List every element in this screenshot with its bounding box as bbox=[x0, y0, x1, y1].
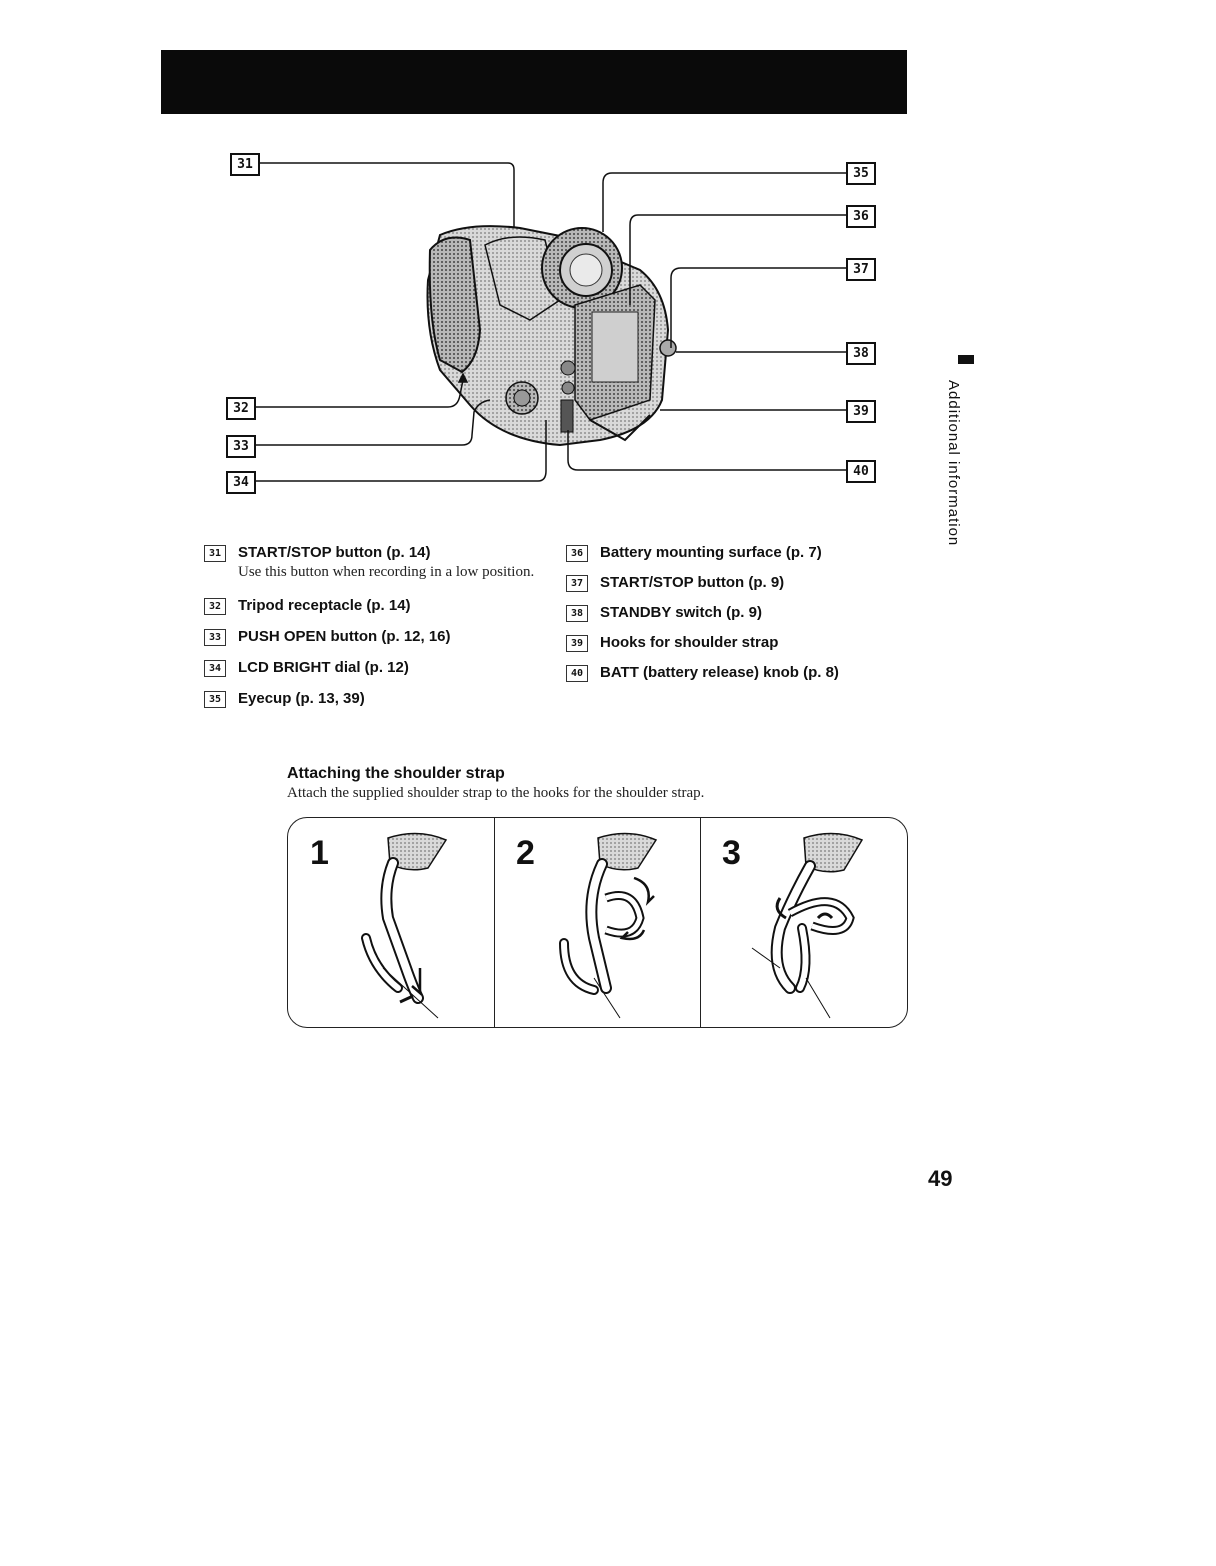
callout-40: 40 bbox=[846, 460, 876, 483]
attach-heading: Attaching the shoulder strap bbox=[287, 765, 505, 782]
callout-37: 37 bbox=[846, 258, 876, 281]
part-number: 36 bbox=[566, 545, 588, 562]
part-label: LCD BRIGHT dial (p. 12) bbox=[238, 659, 409, 676]
part-label: START/STOP button (p. 14) bbox=[238, 544, 431, 561]
part-description: Use this button when recording in a low position. bbox=[238, 564, 535, 580]
part-label: START/STOP button (p. 9) bbox=[600, 574, 785, 591]
part-label: Eyecup (p. 13, 39) bbox=[238, 690, 365, 707]
camcorder-illustration bbox=[428, 226, 677, 445]
part-item bbox=[566, 604, 906, 621]
callout-35: 35 bbox=[846, 162, 876, 185]
step-panel-3 bbox=[700, 818, 908, 1027]
callout-33: 33 bbox=[226, 435, 256, 458]
camcorder-diagram bbox=[0, 0, 1216, 520]
step-number: 3 bbox=[722, 834, 741, 872]
callout-31: 31 bbox=[230, 153, 260, 176]
part-number: 38 bbox=[566, 605, 588, 622]
part-item bbox=[204, 597, 544, 614]
part-item bbox=[566, 634, 906, 651]
part-number: 32 bbox=[204, 598, 226, 615]
callout-36: 36 bbox=[846, 205, 876, 228]
part-item bbox=[204, 628, 544, 645]
part-item bbox=[204, 659, 544, 676]
step-panel-2 bbox=[494, 818, 701, 1027]
page-number: 49 bbox=[928, 1166, 953, 1191]
part-number: 37 bbox=[566, 575, 588, 592]
parts-list-right bbox=[566, 544, 906, 693]
section-marker bbox=[958, 355, 974, 364]
part-item bbox=[204, 544, 544, 581]
callout-38: 38 bbox=[846, 342, 876, 365]
part-label: Battery mounting surface (p. 7) bbox=[600, 544, 822, 561]
callout-39: 39 bbox=[846, 400, 876, 423]
part-item bbox=[566, 664, 906, 681]
part-label: BATT (battery release) knob (p. 8) bbox=[600, 664, 839, 681]
step-panel-1 bbox=[288, 818, 495, 1027]
part-label: Hooks for shoulder strap bbox=[600, 634, 779, 651]
section-side-label: Additional information bbox=[945, 380, 962, 547]
parts-list-left bbox=[204, 544, 544, 719]
part-item bbox=[204, 690, 544, 707]
part-item bbox=[566, 574, 906, 591]
callout-34: 34 bbox=[226, 471, 256, 494]
part-number: 39 bbox=[566, 635, 588, 652]
step-number: 2 bbox=[516, 834, 535, 872]
part-item bbox=[566, 544, 906, 561]
part-number: 34 bbox=[204, 660, 226, 677]
strap-steps-panel bbox=[287, 817, 908, 1028]
attach-instructions: Attach the supplied shoulder strap to the hooks for the shoulder strap. bbox=[287, 785, 705, 801]
part-number: 40 bbox=[566, 665, 588, 682]
step-number: 1 bbox=[310, 834, 329, 872]
part-label: STANDBY switch (p. 9) bbox=[600, 604, 762, 621]
part-number: 35 bbox=[204, 691, 226, 708]
callout-32: 32 bbox=[226, 397, 256, 420]
part-number: 33 bbox=[204, 629, 226, 646]
part-number: 31 bbox=[204, 545, 226, 562]
part-label: Tripod receptacle (p. 14) bbox=[238, 597, 411, 614]
part-label: PUSH OPEN button (p. 12, 16) bbox=[238, 628, 451, 645]
